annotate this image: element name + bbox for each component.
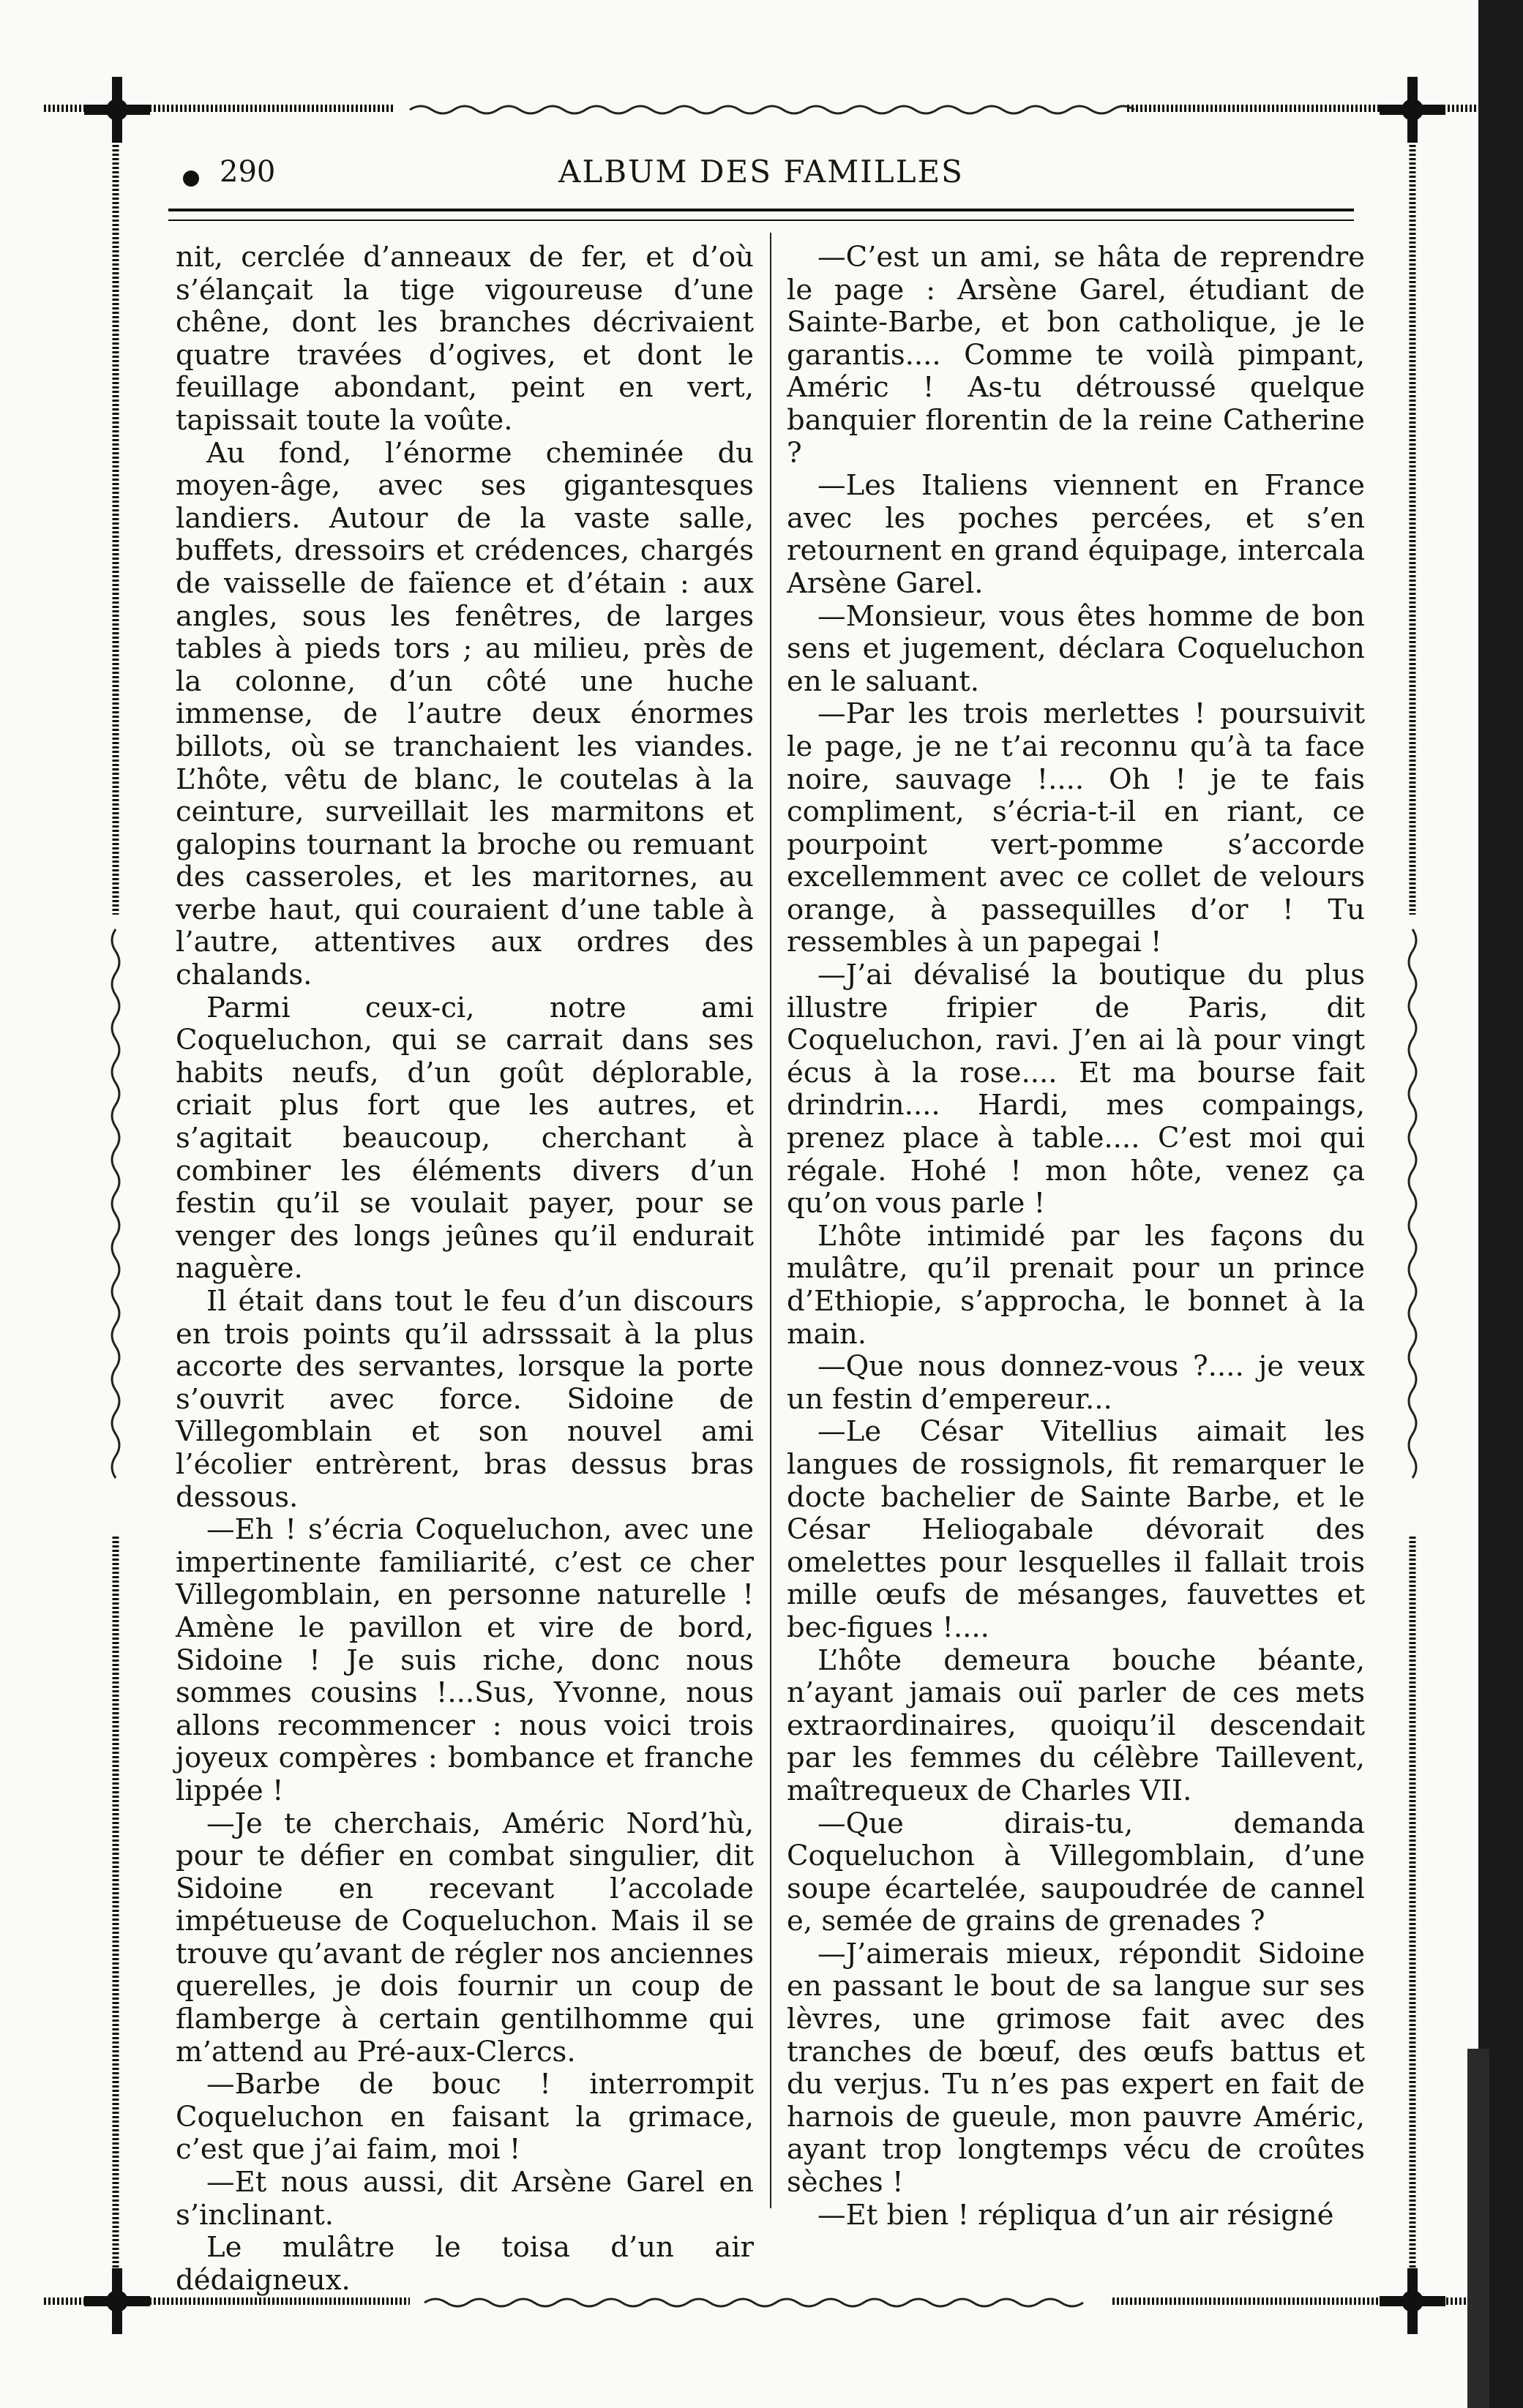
paragraph: —J’aimerais mieux, répondit Sidoine en passant le bout de sa langue sur ses lèvres, une grimose fait avec des tranches de bœuf, des œufs battus et du verjus. Tu n’es pas expert en fait de harnois de gueule, mon pauvre Améric, ayant trop longtemps vécu de croûtes sèches ! bbox=[787, 1937, 1365, 2199]
running-title: ALBUM DES FAMILLES bbox=[558, 154, 964, 190]
paragraph: —Que dirais-tu, demanda Coqueluchon à Villegomblain, d’une soupe écartelée, saupoudrée de cannel e, semée de grains de grenades ? bbox=[787, 1807, 1365, 1938]
paragraph: —Et bien ! répliqua d’un air résigné bbox=[817, 2198, 1334, 2232]
header-rule-thin bbox=[168, 220, 1354, 221]
paragraph: —Je te cherchais, Améric Nord’hù, pour te défier en combat singulier, dit Sidoine en recevant l’accolade impétueuse de Coqueluchon. Mais il se trouve qu’avant de régler nos anciennes querelles, je dois fournir un coup de flamberge à certain gentilhomme qui m’attend au Pré-aux-Clercs. bbox=[176, 1807, 754, 2068]
paragraph: Au fond, l’énorme cheminée du moyen-âge, avec ses gigantesques landiers. Autour de la vaste salle, buffets, dressoirs et crédences, chargés de vaisselle de faïence et d’étain : aux angles, sous les fenêtres, de larges tables à pieds tors ; au milieu, près de la colonne, d’un côté une huche immense, de l’autre deux énormes billots, où se tranchaient les viandes. L’hôte, vêtu de blanc, le coutelas à la ceinture, surveillait les marmitons et galopins tournant la broche ou remuant des casseroles, et les maritornes, au verbe haut, qui couraient d’une table à l’autre, attentives aux ordres des chalands. bbox=[176, 436, 754, 992]
paragraph: —Et nous aussi, dit Arsène Garel en s’inclinant. bbox=[176, 2166, 754, 2232]
cross-ornament-icon bbox=[1380, 77, 1445, 143]
paragraph: —Que nous donnez-vous ?.... je veux un festin d’empereur... bbox=[787, 1350, 1365, 1416]
cross-ornament-icon bbox=[84, 77, 150, 143]
paragraph: —Les Italiens viennent en France avec les poches percées, et s’en retournent en grand équipage, intercala Arsène Garel. bbox=[787, 469, 1365, 600]
column-divider bbox=[770, 233, 771, 2208]
paragraph: Le mulâtre le toisa d’un air dédaigneux. bbox=[176, 2231, 754, 2297]
paragraph: —C’est un ami, se hâta de reprendre le page : Arsène Garel, étudiant de Sainte-Barbe, et bon catholique, je le garantis.... Comme te voilà pimpant, Améric ! As-tu détroussé quelque banquier florentin de la reine Catherine ? bbox=[787, 241, 1365, 470]
paragraph: Il était dans tout le feu d’un discours en trois points qu’il adrsssait à la plus accorte des servantes, lorsque la porte s’ouvrit avec force. Sidoine de Villegomblain et son nouvel ami l’écolier entrèrent, bras dessus bras dessous. bbox=[176, 1285, 754, 1514]
paragraph: —Par les trois merlettes ! poursuivit le page, je ne t’ai reconnu qu’à ta face noire, sauvage !.... Oh ! je te fais compliment, s’écria-t-il en riant, ce pourpoint vert-pomme s’accorde excellemment avec ce collet de velours orange, à passequilles d’or ! Tu ressembles à un papegai ! bbox=[787, 697, 1365, 959]
left-column bbox=[176, 241, 754, 2297]
paragraph: —J’ai dévalisé la boutique du plus illustre fripier de Paris, dit Coqueluchon, ravi. J’en ai là pour vingt écus à la rose.... Et ma bourse fait drindrin.... Hardi, mes compaings, prenez place à table.... C’est moi qui régale. Hohé ! mon hôte, venez ça qu’on vous parle ! bbox=[787, 959, 1365, 1220]
paragraph: Parmi ceux-ci, notre ami Coqueluchon, qui se carrait dans ses habits neufs, d’un goût déplorable, criait plus fort que les autres, et s’agitait beaucoup, cherchant à combiner les éléments divers d’un festin qu’il se voulait payer, pour se venger des longs jeûnes qu’il endurait naguère. bbox=[176, 991, 754, 1286]
page-number: 290 bbox=[220, 155, 276, 189]
cross-ornament-icon bbox=[84, 2268, 150, 2334]
paragraph: L’hôte demeura bouche béante, n’ayant jamais ouï parler de ces mets extraordinaires, quoiqu’il descendait par les femmes du célèbre Taillevent, maîtrequeux de Charles VII. bbox=[787, 1643, 1365, 1807]
cross-ornament-icon bbox=[1380, 2268, 1445, 2334]
right-column bbox=[787, 241, 1365, 2232]
paragraph: nit, cerclée d’anneaux de fer, et d’où s’élançait la tige vigoureuse d’une chêne, dont les branches décrivaient quatre travées d’ogives, et dont le feuillage abondant, peint en vert, tapissait toute la voûte. bbox=[176, 241, 754, 437]
paragraph: —Eh ! s’écria Coqueluchon, avec une impertinente familiarité, c’est ce cher Villegomblain, en personne naturelle ! Amène le pavillon et vire de bord, Sidoine ! Je suis riche, donc nous sommes cousins !...Sus, Yvonne, nous allons recommencer : nous voici trois joyeux compères : bombance et franche lippée ! bbox=[176, 1513, 754, 1807]
paragraph: —Le César Vitellius aimait les langues de rossignols, fit remarquer le docte bachelier de Sainte Barbe, et le César Heliogabale dévorait des omelettes pour lesquelles il fallait trois mille œufs de mésanges, fauvettes et bec-figues !.... bbox=[787, 1415, 1365, 1644]
header-rule bbox=[168, 209, 1354, 211]
paragraph: L’hôte intimidé par les façons du mulâtre, qu’il prenait pour un prince d’Ethiopie, s’approcha, le bonnet à la main. bbox=[787, 1219, 1365, 1351]
page-header bbox=[168, 150, 1354, 201]
paragraph: —Barbe de bouc ! interrompit Coqueluchon en faisant la grimace, c’est que j’ai faim, moi ! bbox=[176, 2068, 754, 2167]
paragraph: —Monsieur, vous êtes homme de bon sens et jugement, déclara Coqueluchon en le saluant. bbox=[787, 599, 1365, 698]
